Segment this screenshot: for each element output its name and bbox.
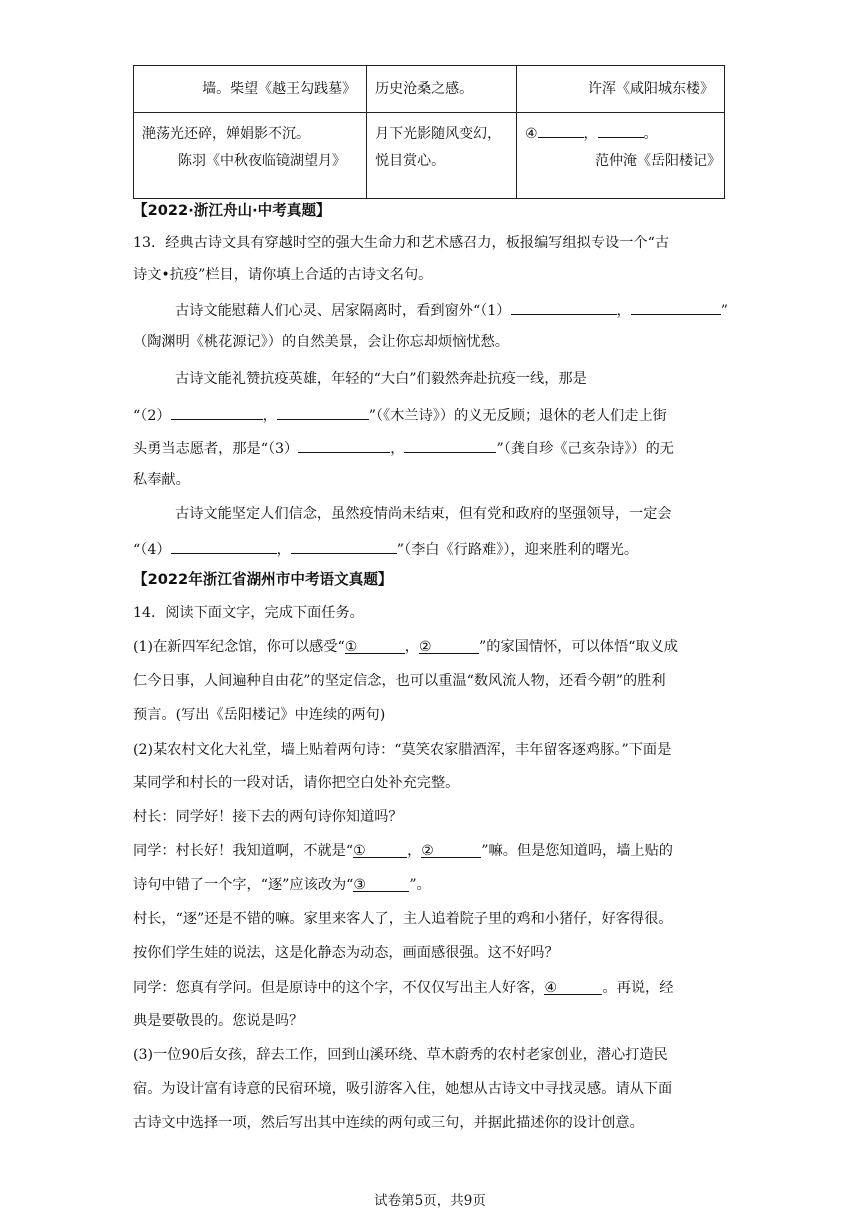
cell-text: 许浑《咸阳城东楼》: [588, 80, 714, 97]
dialogue-line: 同学：村长好！我知道啊，不就是“① ，② ”嘛。但是您知道吗，墙上贴的: [133, 843, 673, 859]
answer-blank[interactable]: [511, 299, 617, 315]
page-footer: 试卷第5页，共9页: [374, 1193, 486, 1209]
dialogue-line: 典是要敬畏的。您说是吗？: [133, 1013, 304, 1029]
question-text: 14．阅读下面文字，完成下面任务。: [133, 605, 364, 621]
cell-text: 陈羽《中秋夜临镜湖望月》: [178, 153, 346, 169]
table-cell: [367, 113, 517, 199]
dialogue-line: 村长，“逐”还是不错的嘛。家里来客人了，主人追着院子里的鸡和小猪仔，好客得很。: [133, 911, 673, 927]
answer-blank[interactable]: [631, 299, 721, 315]
paragraph-line: 古诗文能慰藉人们心灵、居家隔离时，看到窗外“（1） ， ”: [133, 299, 775, 321]
paragraph-line: 古诗文中选择一项，然后写出其中连续的两句或三句，并据此描述你的设计创意。: [133, 1115, 644, 1131]
dialogue-line: 按你们学生娃的说法，这是化静态为动态，画面感很强。这不好吗？: [133, 945, 559, 961]
paragraph-line: （陶渊明《桃花源记》）的自然美景，会让你忘却烦恼忧愁。: [133, 334, 509, 350]
cell-text: 历史沧桑之感。: [375, 80, 474, 97]
cell-text: 月下光影随风变幻，: [375, 126, 502, 142]
answer-blank[interactable]: ①: [353, 842, 407, 858]
table-cell: [367, 66, 517, 113]
dialogue-line: 村长：同学好！接下去的两句诗你知道吗？: [133, 809, 403, 825]
paragraph-line: 私奉献。: [133, 472, 190, 488]
table-cell: [134, 113, 367, 199]
answer-blank[interactable]: [291, 538, 397, 554]
paragraph-line: 某同学和村长的一段对话，请你把空白处补充完整。: [133, 775, 460, 791]
table-cell: [516, 66, 724, 113]
answer-blank[interactable]: ②: [421, 842, 481, 858]
answer-blank[interactable]: [171, 404, 263, 420]
paragraph-line: 头勇当志愿者，那是“（3） ， ”（龚自珍《己亥杂诗》）的无: [133, 437, 733, 459]
cell-text: 范仲淹《岳阳楼记》: [595, 153, 721, 169]
paragraph-line: (3)一位90后女孩，辞去工作，回到山溪环绕、草木蔚秀的农村老家创业，潜心打造民: [133, 1047, 668, 1063]
dialogue-line: 诗句中错了一个字，“逐”应该改为“③ ”。: [133, 877, 431, 893]
paragraph-line: 古诗文能礼赞抗疫英雄，年轻的“大白”们毅然奔赴抗疫一线，那是: [175, 371, 587, 387]
table-cell: ④ ， 。 范仲淹《岳阳楼记》: [516, 113, 724, 199]
paragraph-line: 预言。(写出《岳阳楼记》中连续的两句): [133, 707, 386, 723]
answer-blank[interactable]: ③: [353, 876, 409, 892]
cell-text: 悦目赏心。: [375, 153, 446, 169]
paragraph-line: “（4） ， ”（李白《行路难》），迎来胜利的曙光。: [133, 538, 733, 560]
answer-blank[interactable]: [277, 404, 369, 420]
cell-text: 墙。柴望《越王勾践墓》: [202, 80, 357, 97]
answer-blank[interactable]: [538, 121, 584, 138]
paragraph-line: (1)在新四军纪念馆，你可以感受“① ，② ”的家国情怀，可以体悟“取义成: [133, 639, 678, 655]
paragraph-line: 仁今日事，人间遍种自由花”的坚定信念，也可以重温“数风流人物，还看今朝”的胜利: [133, 673, 666, 689]
poem-table: [133, 65, 725, 199]
answer-blank[interactable]: [171, 538, 277, 554]
answer-blank[interactable]: ①: [345, 638, 405, 654]
table-row: [134, 66, 725, 113]
dialogue-line: 同学：您真有学问。但是原诗中的这个字，不仅仅写出主人好客，④ 。再说，经: [133, 980, 674, 996]
answer-blank[interactable]: ④: [544, 979, 602, 995]
paragraph-line: (2)某农村文化大礼堂，墙上贴着两句诗：“莫笑农家腊酒浑，丰年留客逐鸡豚。”下面是: [133, 742, 672, 758]
blank-number: ④: [524, 126, 538, 142]
table-cell: [134, 66, 367, 113]
section-heading: 【2022年浙江省湖州市中考语文真题】: [133, 571, 393, 588]
paragraph-line: 古诗文能坚定人们信念，虽然疫情尚未结束，但有党和政府的坚强领导，一定会: [175, 506, 672, 522]
question-text: 13．经典古诗文具有穿越时空的强大生命力和艺术感召力，板报编写组拟专设一个“古: [133, 235, 670, 251]
answer-blank[interactable]: [298, 437, 390, 453]
answer-blank[interactable]: [598, 121, 644, 138]
table-row: [134, 113, 725, 199]
section-heading: 【2022·浙江舟山·中考真题】: [133, 202, 331, 219]
paragraph-line: 宿。为设计富有诗意的民宿环境，吸引游客入住，她想从古诗文中寻找灵感。请从下面: [133, 1081, 673, 1097]
answer-blank[interactable]: ②: [419, 638, 479, 654]
cell-text: 滟荡光还碎，婵娟影不沉。: [142, 126, 310, 142]
question-text: 诗文•抗疫”栏目，请你填上合适的古诗文名句。: [133, 267, 433, 283]
paragraph-line: “（2） ， ”（《木兰诗》）的义无反顾；退休的老人们走上街: [133, 404, 733, 426]
answer-blank[interactable]: [404, 437, 496, 453]
